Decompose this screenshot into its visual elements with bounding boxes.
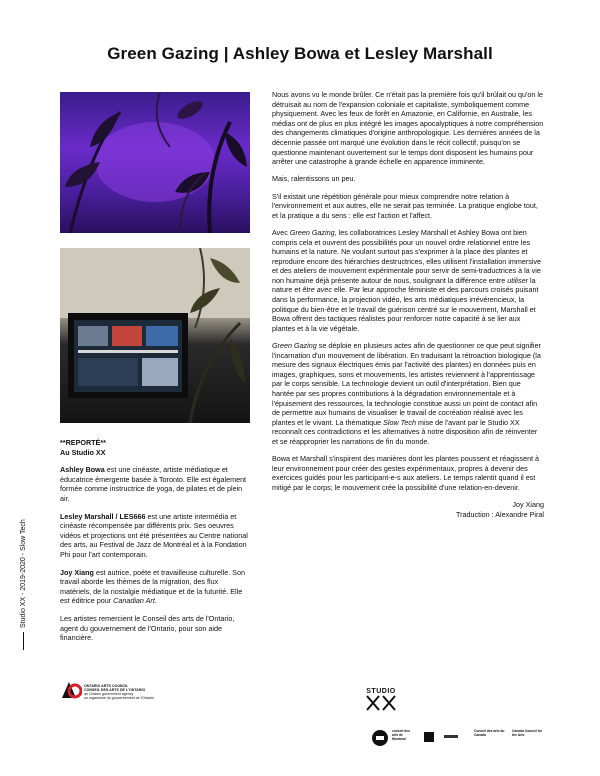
reported-label: **REPORTÉ** xyxy=(60,438,106,447)
essay-paragraph-1: Nous avons vu le monde brûler. Ce n'était pas la première fois qu'il brûlait ou qu'on le détruisait au nom de l'expansion coloniale et capitaliste, symboliquement comme physiquement. Avec les feux de forêt en Amazonie, en Californie, en Australie, les médias ont de plus en plus intégré les images apocalyptiques à notre compréhension des changements climatiques d'origine anthropologique. Les dernières années de la décennie passée ont marqué une évolution dans le récit collectif, puisqu'on se questionne maintenant ouvertement sur le temps dont disposent les humains pour arrêter une catastrophe à grande échelle en apparence imminente. xyxy=(272,90,544,167)
p4-em1: Green Gazing xyxy=(289,227,335,237)
bio-ashley-name: Ashley Bowa xyxy=(60,465,105,475)
p4-a: Avec xyxy=(272,227,290,237)
oac-line-4: un organisme du gouvernement de l'Ontario xyxy=(84,696,155,700)
side-rule xyxy=(23,632,24,650)
calq-logo-icon xyxy=(372,730,388,746)
bio-lesley xyxy=(60,512,250,560)
p3-em: est xyxy=(365,210,376,220)
page-title: Green Gazing | Ashley Bowa et Lesley Marshall xyxy=(107,44,493,63)
bio-joy xyxy=(60,568,250,606)
location-label: Au Studio XX xyxy=(60,447,106,457)
essay-paragraph-2: Mais, ralentissons un peu. xyxy=(272,174,356,184)
bio-ashley xyxy=(60,465,250,503)
p4-em2: utiliser xyxy=(507,275,529,285)
p5-em2: Slow Tech xyxy=(383,417,416,427)
p4-em3: être avec xyxy=(302,285,332,295)
side-label xyxy=(20,519,27,650)
p5-em1: Green Gazing xyxy=(272,341,317,351)
p4-c: la nature et xyxy=(272,275,536,295)
sponsor-cam: conseil des arts de Montréal xyxy=(392,729,410,741)
side-label-text: Studio XX - 2019-2020 - Slow Tech xyxy=(20,519,27,628)
sponsor-mark-icon xyxy=(424,732,434,742)
essay-column xyxy=(272,90,544,519)
studio-xx-logo xyxy=(356,688,406,716)
thanks-text: Les artistes remercient le Conseil des arts de l'Ontario, agent du gouvernement de l'Ontario, pour son aide financière. xyxy=(60,613,235,643)
studio-label: STUDIO xyxy=(366,688,396,695)
oac-line-3: an Ontario government agency xyxy=(84,692,134,696)
p5-b: mise de l'avant par le Studio XX reconnaît ces contradictions et les alternatives à notre disposition afin de réinventer et se réapproprier les narrations de fin du monde. xyxy=(272,417,538,446)
bio-joy-text: est autrice, poète et travailleuse culturelle. Son travail aborde les thèmes de la migration, des flux matériels, de la nostalgie médiatique et de la futurité. Elle est éditrice pour xyxy=(60,567,245,606)
left-column xyxy=(60,438,250,651)
credits xyxy=(272,500,544,519)
oac-text xyxy=(84,684,174,700)
bio-joy-publication: Canadian Art xyxy=(113,596,155,606)
essay-paragraph-6: Bowa et Marshall s'inspirent des manières dont les plantes poussent et réagissent à leur environnement pour créer des gestes expérimentaux, propres à devenir des exercices guidés pour les participant-e-s aux ateliers. Le temps ralentit quand il est mitigé par le corps; le mouvement crée la possibilité d'une relation-en-devenir. xyxy=(272,454,540,492)
essay-paragraph-3 xyxy=(272,192,544,221)
oac-line-1: ONTARIO ARTS COUNCIL xyxy=(84,684,129,688)
bio-lesley-name: Lesley Marshall / LES666 xyxy=(60,511,146,521)
bio-joy-name: Joy Xiang xyxy=(60,567,94,577)
installation-photo-plants xyxy=(60,92,250,233)
oac-line-2: CONSEIL DES ARTS DE L'ONTARIO xyxy=(84,688,146,692)
p3-a: S'il existait une répétition générale pour mieux comprendre notre relation à l'environnement et aux autres, elle ne serait pas terminée. La pratique englobe tout, et la pratique a du sens : elle xyxy=(272,191,538,220)
p4-d: elle. Par leur approche féministe et des parcours croisés puisant dans la performance, la projection vidéo, les arts médiatiques irrévérencieux, la politique du bien-être et le travail de guérison centré sur le mouvement, Marshall et Bowa offrent des tactiques réalistes pour renforcer notre capacité à se lier aux plantes et à la vie végétale. xyxy=(272,285,539,333)
sponsor-cac: Conseil des arts du Canada xyxy=(474,729,505,737)
essay-paragraph-4 xyxy=(272,228,544,334)
p3-b: l'action et l'affect. xyxy=(375,210,433,220)
p5-a: se déploie en plusieurs actes afin de questionner ce que peut signifier l'incarnation d'un mouvement de libération. En traduisant la rétroaction biologique (la mesure des signaux électriques émis par l'activité des plantes) en données puis en images, graphiques, sons et mouvements, les artistes reviennent à l'apprentissage par le corps sensible. La technologie devient un outil d'interprétation. Bien que hantée par ses propres contributions à la dégradation environnementale et à l'épuisement des ressources, la technologie constitue aussi un point de contact afin de permettre aux humains de visualiser le travail de cocréation réalisé avec les plantes et le vivant. La thématique xyxy=(272,341,541,427)
author-credit: Joy Xiang xyxy=(512,500,544,510)
sponsor-cca: Canada Council for the Arts xyxy=(512,729,543,737)
p4-b: , les collaboratrices Lesley Marshall et Ashley Bowa ont bien compris cela et ouvrent des possibilités pour un nouvel ordre relationnel entre les humains et la nature. Ne voulant surtout pas s'exprimer à la place des plantes et reproduire encore des hiérarchies destructrices, elles utilisent l'installation immersive et des ateliers de mouvement expérimentale pour servir de semi-traductrices à la vie non humaine déjà présente autour de nous, soulignant la différence entre xyxy=(272,227,542,285)
xx-icon xyxy=(366,695,396,711)
bio-lesley-text: est une artiste intermédia et cinéaste récompensée par différents prix. Ses oeuvres vidéos et projections ont été présentées au Centre national des arts, au Festival de Jazz de Montréal et à la Fondation Phi pour l'art contemporain. xyxy=(60,511,248,559)
oac-logo xyxy=(60,680,170,706)
essay-paragraph-5 xyxy=(272,341,544,447)
bio-ashley-text: est une cinéaste, artiste médiatique et éducatrice émergente basée à Toronto. Elle est également formée comme instructrice de yoga, de pilates et de plein air. xyxy=(60,465,247,503)
oac-mark-icon xyxy=(60,680,82,700)
installation-photo-screen xyxy=(60,248,250,423)
bio-joy-end: . xyxy=(154,596,157,606)
translation-credit: Traduction : Alexandre Piral xyxy=(455,509,544,519)
sponsor-wordmark-icon xyxy=(444,734,458,740)
sponsor-logos xyxy=(372,730,548,752)
